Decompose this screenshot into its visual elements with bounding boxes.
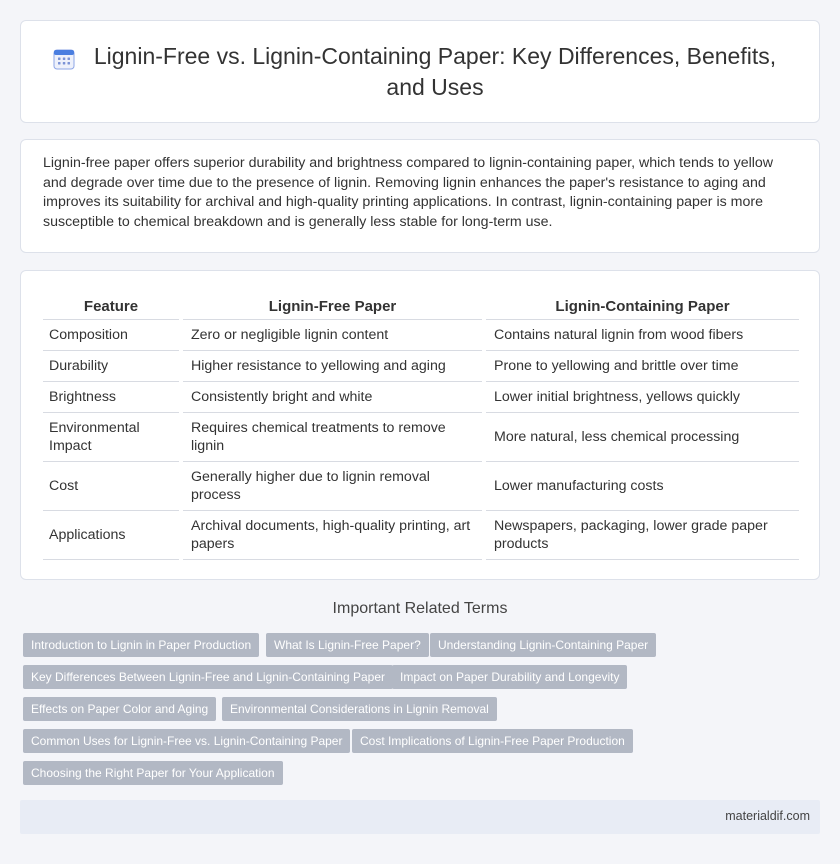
table-cell-feature: Cost (43, 461, 181, 510)
column-header-feature: Feature (43, 295, 181, 319)
table-cell-feature: Applications (43, 510, 181, 559)
table-cell-lignin-free: Zero or negligible lignin content (181, 319, 484, 350)
related-term-tag[interactable]: Effects on Paper Color and Aging (23, 697, 216, 721)
related-term-tag[interactable]: Impact on Paper Durability and Longevity (392, 665, 627, 689)
intro-paragraph: Lignin-free paper offers superior durability and brightness compared to lignin-containing paper, which tends to yellow and degrade over time due to the presence of lignin. Removing lignin enhances the paper's resistance to aging and improves its suitability for archival and high-quality printing applications. In contrast, lignin-containing paper is more susceptible to chemical breakdown and is generally less stable for long-term use. (43, 155, 774, 230)
table-cell-lignin-free: Archival documents, high-quality printing, art papers (181, 510, 484, 559)
related-term-tag[interactable]: Common Uses for Lignin-Free vs. Lignin-Containing Paper (23, 729, 350, 753)
related-term-tag[interactable]: What Is Lignin-Free Paper? (266, 633, 429, 657)
table-row (43, 381, 799, 412)
comparison-table (43, 295, 799, 560)
page-title: Lignin-Free vs. Lignin-Containing Paper: Key Differences, Benefits, and Uses (93, 42, 777, 100)
table-cell-lignin-free: Generally higher due to lignin removal process (181, 461, 484, 510)
related-term-tag[interactable]: Cost Implications of Lignin-Free Paper Production (352, 729, 633, 753)
table-row (43, 350, 799, 381)
table-cell-feature: Environmental Impact (43, 412, 181, 461)
table-cell-lignin-free: Consistently bright and white (181, 381, 484, 412)
table-cell-feature: Composition (43, 319, 181, 350)
table-row (43, 510, 799, 559)
footer (20, 800, 820, 834)
table-header-row (43, 295, 799, 319)
table-cell-lignin-free: Higher resistance to yellowing and aging (181, 350, 484, 381)
related-term-tag[interactable]: Key Differences Between Lignin-Free and Lignin-Containing Paper (23, 665, 393, 689)
column-header-lignin-containing: Lignin-Containing Paper (484, 295, 799, 319)
table-cell-lignin-containing: Lower initial brightness, yellows quickly (484, 381, 799, 412)
table-cell-lignin-containing: Prone to yellowing and brittle over time (484, 350, 799, 381)
related-terms-heading: Important Related Terms (332, 600, 508, 617)
table-cell-feature: Durability (43, 350, 181, 381)
related-term-tag[interactable]: Introduction to Lignin in Paper Production (23, 633, 259, 657)
table-row (43, 319, 799, 350)
table-row (43, 412, 799, 461)
site-link[interactable]: materialdif.com (725, 809, 810, 823)
table-cell-lignin-containing: Lower manufacturing costs (484, 461, 799, 510)
table-row (43, 461, 799, 510)
table-cell-lignin-free: Requires chemical treatments to remove lignin (181, 412, 484, 461)
table-cell-lignin-containing: Contains natural lignin from wood fibers (484, 319, 799, 350)
related-term-tag[interactable]: Environmental Considerations in Lignin Removal (222, 697, 497, 721)
header-card (20, 20, 820, 123)
column-header-lignin-free: Lignin-Free Paper (181, 295, 484, 319)
table-cell-lignin-containing: More natural, less chemical processing (484, 412, 799, 461)
related-term-tag[interactable]: Understanding Lignin-Containing Paper (430, 633, 656, 657)
related-term-tag[interactable]: Choosing the Right Paper for Your Application (23, 761, 283, 785)
table-cell-feature: Brightness (43, 381, 181, 412)
table-cell-lignin-containing: Newspapers, packaging, lower grade paper products (484, 510, 799, 559)
comparison-card (20, 270, 820, 580)
intro-card (20, 139, 820, 253)
